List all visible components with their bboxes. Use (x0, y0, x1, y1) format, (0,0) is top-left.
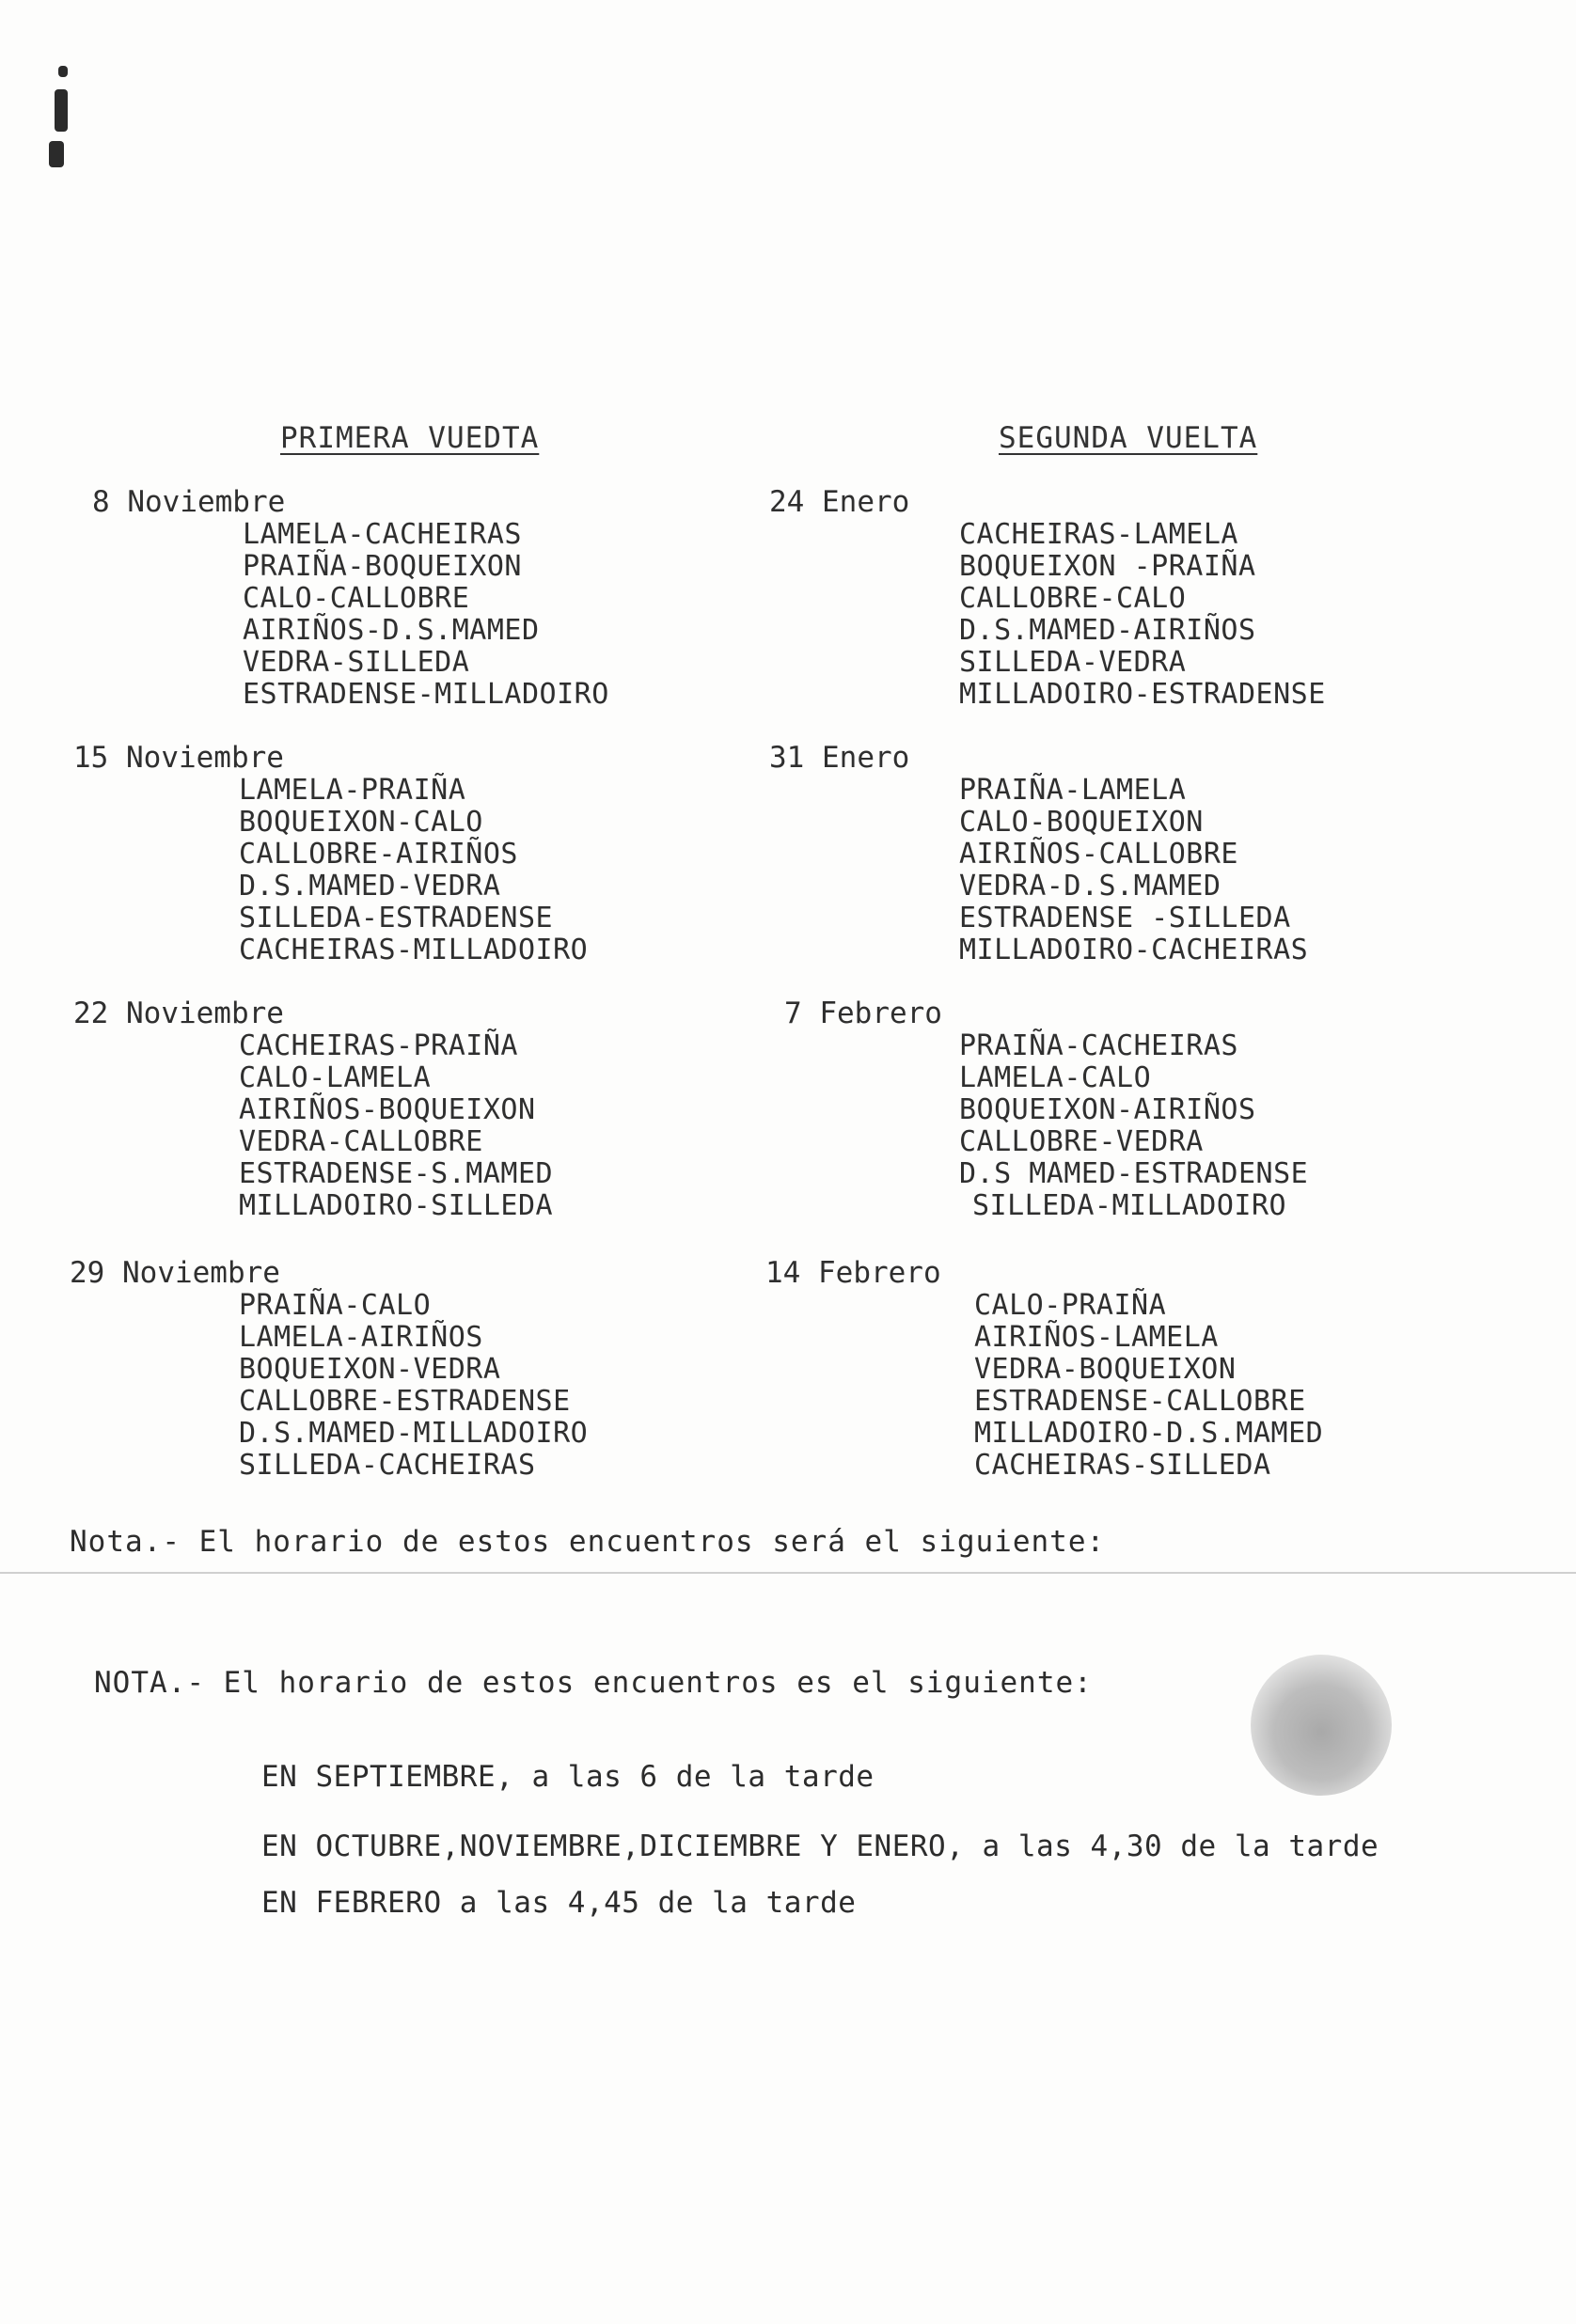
match: BOQUEIXON-AIRIÑOS (959, 1093, 1256, 1126)
match: VEDRA-CALLOBRE (239, 1125, 483, 1158)
match-list (243, 519, 750, 711)
primera-vuelta-heading: PRIMERA VUEDTA (280, 421, 540, 455)
match: D.S.MAMED-VEDRA (239, 870, 501, 903)
match: PRAIÑA-LAMELA (959, 774, 1187, 807)
match: MILLADOIRO-ESTRADENSE (959, 678, 1326, 711)
match-list (974, 1290, 1424, 1482)
match: AIRIÑOS-CALLOBRE (959, 838, 1238, 871)
match: ESTRADENSE-CALLOBRE (974, 1385, 1306, 1418)
round-date: 24 Enero (769, 485, 910, 519)
note-bottom: NOTA.- El horario de estos encuentros es el siguiente: (94, 1666, 1093, 1700)
ink-smudge (1251, 1655, 1392, 1796)
match: SILLEDA-MILLADOIRO (972, 1189, 1287, 1222)
match-list (239, 775, 732, 966)
round-date: 15 Noviembre (73, 741, 284, 775)
match: VEDRA-BOQUEIXON (974, 1353, 1237, 1386)
round-segunda-3 (784, 997, 1442, 1222)
match: ESTRADENSE-S.MAMED (239, 1157, 554, 1190)
fold-line (0, 1572, 1576, 1574)
round-primera-2 (73, 741, 732, 966)
match: SILLEDA-CACHEIRAS (239, 1449, 536, 1482)
schedule-line: EN OCTUBRE,NOVIEMBRE,DICIEMBRE Y ENERO, a las 4,30 de la tarde (261, 1829, 1379, 1863)
round-date: 29 Noviembre (70, 1256, 280, 1290)
match: CACHEIRAS-PRAIÑA (239, 1029, 518, 1062)
match: MILLADOIRO-D.S.MAMED (974, 1417, 1324, 1450)
round-primera-1 (92, 485, 750, 711)
ink-mark (49, 141, 64, 167)
round-segunda-4 (765, 1256, 1424, 1482)
match: CALO-BOQUEIXON (959, 806, 1204, 839)
round-primera-3 (73, 997, 732, 1222)
match: CALLOBRE-CALO (959, 582, 1187, 615)
match: ESTRADENSE-MILLADOIRO (243, 678, 609, 711)
match: CALLOBRE-VEDRA (959, 1125, 1204, 1158)
match: SILLEDA-ESTRADENSE (239, 902, 554, 934)
round-segunda-1 (769, 485, 1427, 711)
match: LAMELA-CACHEIRAS (243, 518, 522, 551)
match: CACHEIRAS-LAMELA (959, 518, 1238, 551)
segunda-vuelta-heading: SEGUNDA VUELTA (999, 421, 1258, 455)
round-primera-4 (70, 1256, 728, 1482)
match: AIRIÑOS-BOQUEIXON (239, 1093, 536, 1126)
match: CALLOBRE-AIRIÑOS (239, 838, 518, 871)
match: PRAIÑA-CALO (239, 1289, 432, 1322)
match: MILLADOIRO-SILLEDA (239, 1189, 554, 1222)
match-list (239, 1290, 728, 1482)
schedule-line: EN SEPTIEMBRE, a las 6 de la tarde (261, 1760, 875, 1794)
match: D.S.MAMED-AIRIÑOS (959, 614, 1256, 647)
match: BOQUEIXON -PRAIÑA (959, 550, 1256, 583)
match: SILLEDA-VEDRA (959, 646, 1187, 679)
match: LAMELA-AIRIÑOS (239, 1321, 483, 1354)
match: D.S.MAMED-MILLADOIRO (239, 1417, 589, 1450)
match: PRAIÑA-CACHEIRAS (959, 1029, 1238, 1062)
match: LAMELA-CALO (959, 1061, 1152, 1094)
match: ESTRADENSE -SILLEDA (959, 902, 1291, 934)
round-date: 14 Febrero (765, 1256, 941, 1290)
match: BOQUEIXON-VEDRA (239, 1353, 501, 1386)
round-date: 31 Enero (769, 741, 910, 775)
match: AIRIÑOS-LAMELA (974, 1321, 1219, 1354)
note-top: Nota.- El horario de estos encuentros será el siguiente: (70, 1525, 1106, 1559)
match: CALO-LAMELA (239, 1061, 432, 1094)
match: CALLOBRE-ESTRADENSE (239, 1385, 571, 1418)
match: MILLADOIRO-CACHEIRAS (959, 934, 1309, 966)
round-segunda-2 (769, 741, 1427, 966)
match: D.S MAMED-ESTRADENSE (959, 1157, 1309, 1190)
match: VEDRA-SILLEDA (243, 646, 470, 679)
match: CACHEIRAS-SILLEDA (974, 1449, 1271, 1482)
match: CACHEIRAS-MILLADOIRO (239, 934, 589, 966)
round-date: 22 Noviembre (73, 997, 284, 1030)
match-list (959, 519, 1427, 711)
match: CALO-PRAIÑA (974, 1289, 1167, 1322)
match: CALO-CALLOBRE (243, 582, 470, 615)
round-date: 8 Noviembre (92, 485, 286, 519)
schedule-line: EN FEBRERO a las 4,45 de la tarde (261, 1886, 857, 1920)
match: AIRIÑOS-D.S.MAMED (243, 614, 540, 647)
match: LAMELA-PRAIÑA (239, 774, 466, 807)
match: PRAIÑA-BOQUEIXON (243, 550, 522, 583)
round-date: 7 Febrero (784, 997, 942, 1030)
ink-mark (55, 89, 68, 132)
match: BOQUEIXON-CALO (239, 806, 483, 839)
match-list (239, 1030, 732, 1222)
match-list (959, 1030, 1442, 1222)
match: VEDRA-D.S.MAMED (959, 870, 1221, 903)
match-list (959, 775, 1427, 966)
ink-mark (58, 66, 68, 77)
